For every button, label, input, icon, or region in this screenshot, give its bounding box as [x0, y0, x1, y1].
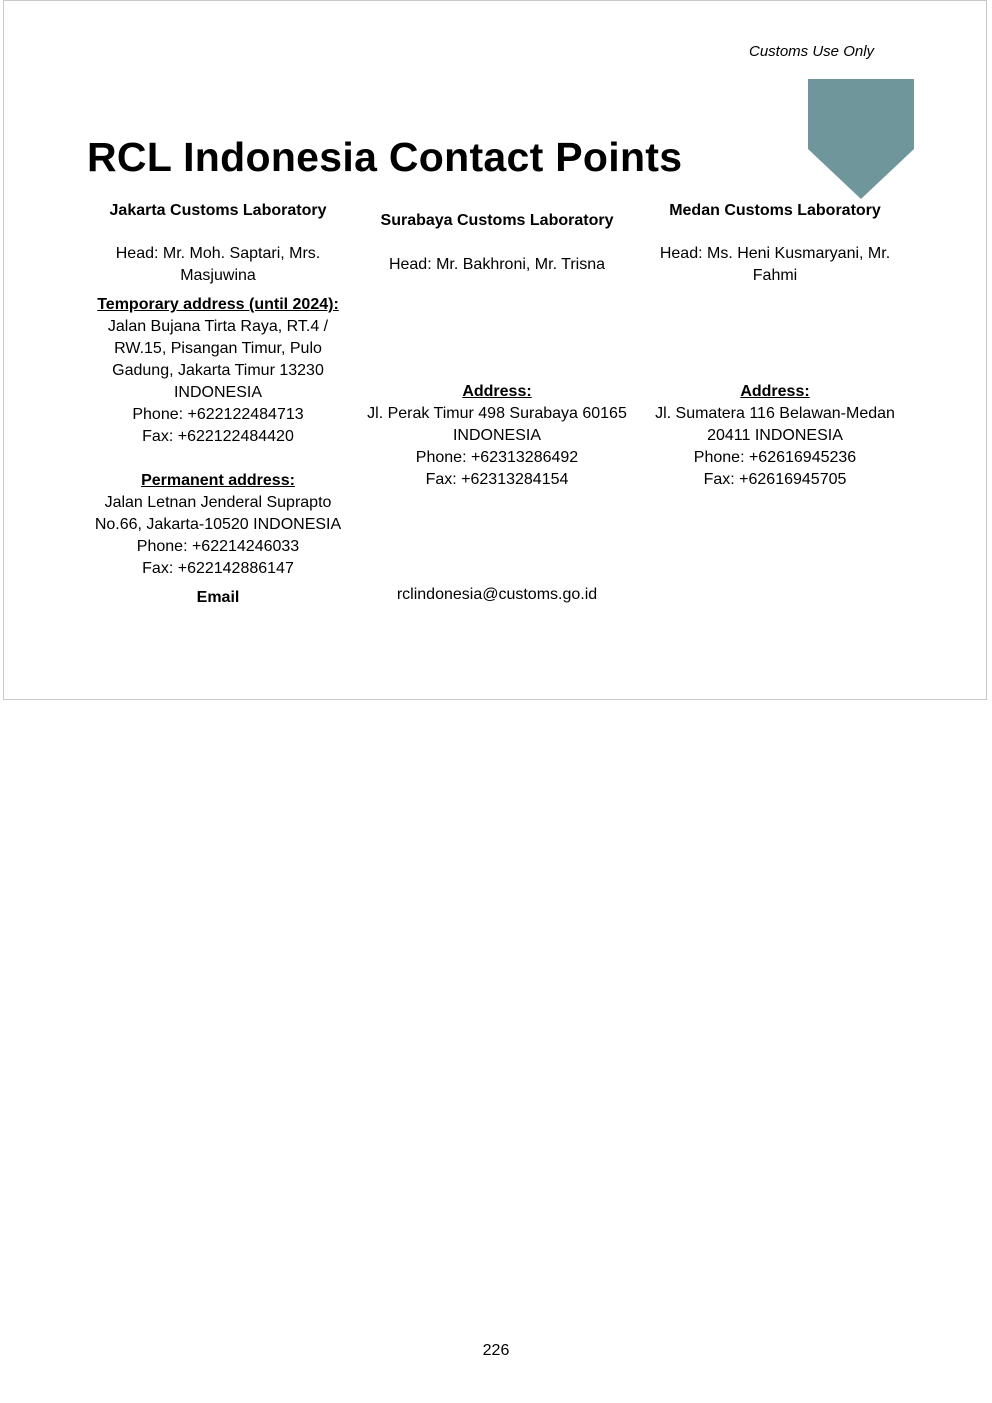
surabaya-lab-name: Surabaya Customs Laboratory [380, 212, 614, 229]
medan-address-line: 20411 INDONESIA [707, 427, 843, 444]
email-label: Email [196, 589, 240, 606]
marker-shape [808, 79, 914, 199]
page-title: RCL Indonesia Contact Points [87, 134, 683, 180]
surabaya-phone: Phone: +62313286492 [415, 449, 579, 466]
jakarta-temp-address-line: RW.15, Pisangan Timur, Pulo [114, 340, 322, 357]
jakarta-temp-address-line: Gadung, Jakarta Timur 13230 [112, 362, 324, 379]
medan-column [640, 200, 910, 287]
jakarta-temp-fax: Fax: +622122484420 [142, 428, 294, 445]
page-number: 226 [482, 1342, 510, 1359]
surabaya-fax: Fax: +62313284154 [425, 471, 569, 488]
jakarta-temp-address-line: INDONESIA [173, 384, 262, 401]
slide [3, 0, 987, 700]
jakarta-perm-address-line: Jalan Letnan Jenderal Suprapto [104, 494, 332, 511]
medan-address-label: Address: [740, 383, 810, 400]
jakarta-column [88, 200, 348, 609]
jakarta-perm-fax: Fax: +622142886147 [142, 560, 294, 577]
medan-lab-name: Medan Customs Laboratory [669, 202, 881, 219]
surabaya-address-label: Address: [462, 383, 532, 400]
jakarta-perm-address-label: Permanent address: [141, 472, 295, 489]
medan-address-line: Jl. Sumatera 116 Belawan-Medan [655, 405, 895, 422]
medan-head-line-1: Head: Ms. Heni Kusmaryani, Mr. [659, 245, 891, 262]
surabaya-address-line: INDONESIA [452, 427, 541, 444]
customs-use-label: Customs Use Only [749, 43, 875, 60]
jakarta-temp-phone: Phone: +622122484713 [132, 406, 304, 423]
medan-head-line-2: Fahmi [752, 267, 798, 284]
jakarta-temp-address-line: Jalan Bujana Tirta Raya, RT.4 / [107, 318, 329, 335]
surabaya-address-block [362, 381, 632, 491]
medan-address-block [640, 381, 910, 491]
surabaya-column [362, 210, 632, 232]
surabaya-head [362, 254, 632, 276]
medan-phone: Phone: +62616945236 [693, 449, 857, 466]
jakarta-temp-address-label: Temporary address (until 2024): [97, 296, 339, 313]
jakarta-head-line-2: Masjuwina [180, 267, 256, 284]
jakarta-perm-address-line: No.66, Jakarta-10520 INDONESIA [94, 516, 342, 533]
email-value: rclindonesia@customs.go.id [396, 586, 598, 603]
email-block [362, 584, 632, 606]
surabaya-head-line: Head: Mr. Bakhroni, Mr. Trisna [388, 256, 606, 273]
jakarta-perm-phone: Phone: +62214246033 [136, 538, 300, 555]
pentagon-marker-icon [808, 79, 914, 199]
surabaya-address-line: Jl. Perak Timur 498 Surabaya 60165 [367, 405, 627, 422]
jakarta-head-line-1: Head: Mr. Moh. Saptari, Mrs. [115, 245, 321, 262]
medan-fax: Fax: +62616945705 [703, 471, 847, 488]
jakarta-lab-name: Jakarta Customs Laboratory [109, 202, 327, 219]
